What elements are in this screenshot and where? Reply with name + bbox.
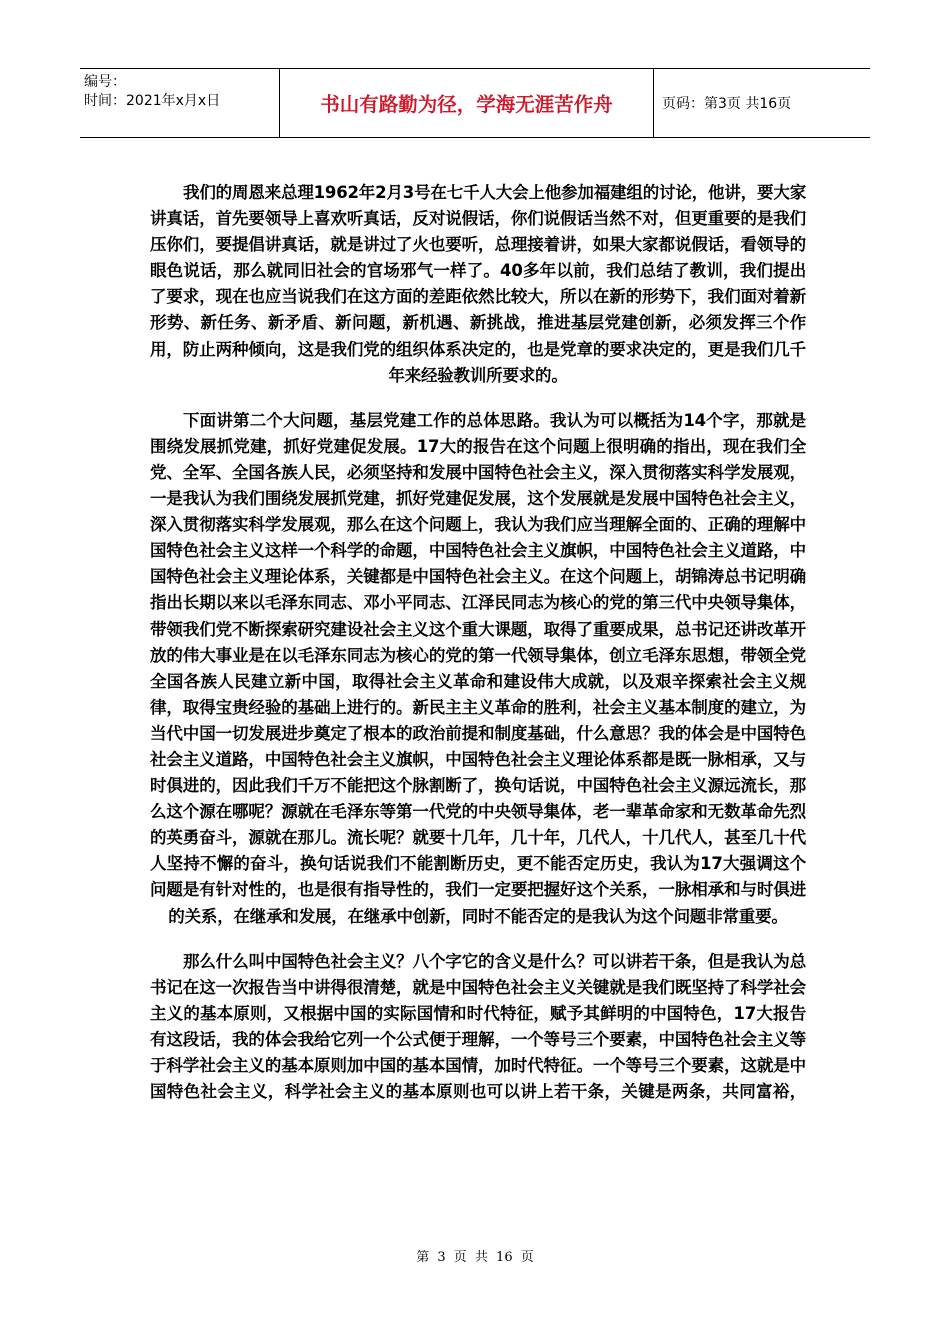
motto-text: 书山有路勤为径，学海无涯苦作舟 (320, 93, 613, 116)
page-info-cell (654, 69, 870, 137)
page-footer: 第 3 页 共 16 页 (416, 1250, 534, 1265)
time-label: 时间：2021年x月x日 (84, 93, 221, 109)
document-body (150, 180, 806, 1105)
page-info-text: 页码：第3页 共16页 (662, 96, 792, 112)
number-label: 编号： (84, 74, 126, 90)
header-table (80, 68, 870, 138)
header-meta-cell (80, 69, 280, 137)
paragraph-2: 下面讲第二个大问题，基层党建工作的总体思路。我认为可以概括为14个字，那就是围绕发展抓党建，抓好党建促发展。17大的报告在这个问题上很明确的指出，现在我们全党、全军、全国各族人民，必须坚持和发展中国特色社会主义，深入贯彻落实科学发展观，一是我认为我们围绕发展抓党建，抓好党建促发展，这个发展就是发展中国特色社会主义，深入贯彻落实科学发展观，那么在这个问题上，我认为我们应当理解全面的、正确的理解中国特色社会主义这样一个科学的命题，中国特色社会主义旗帜，中国特色社会主义道路，中国特色社会主义理论体系，关键都是中国特色社会主义。在这个问题上，胡锦涛总书记明确指出长期以来以毛泽东同志、邓小平同志、江泽民同志为核心的党的第三代中央领导集体，带领我们党不断探索研究建设社会主义这个重大课题，取得了重要成果，总书记还讲改革开放的伟大事业是在以毛泽东同志为核心的党的第一代领导集体，创立毛泽东思想，带领全党全国各族人民建立新中国，取得社会主义革命和建设伟大成就，以及艰辛探索社会主义规律，取得宝贵经验的基础上进行的。新民主主义革命的胜利，社会主义基本制度的建立，为当代中国一切发展进步奠定了根本的政治前提和制度基础，什么意思？我的体会是中国特色社会主义道路，中国特色社会主义旗帜，中国特色社会主义理论体系都是既一脉相承，又与时俱进的，因此我们千万不能把这个脉割断了，换句话说，中国特色社会主义源远流长，那么这个源在哪呢？源就在毛泽东等第一代党的中央领导集体，老一辈革命家和无数革命先烈的英勇奋斗，源就在那儿。流长呢？就要十几年，几十年，几代人，十几代人，甚至几十代人坚持不懈的奋斗，换句话说我们不能割断历史，更不能否定历史，我认为17大强调这个问题是有针对性的，也是很有指导性的，我们一定要把握好这个关系，一脉相承和与时俱进的关系，在继承和发展，在继承中创新，同时不能否定的是我认为这个问题非常重要。 (150, 410, 806, 926)
paragraph-3: 那么什么叫中国特色社会主义？八个字它的含义是什么？可以讲若干条，但是我认为总书记在这一次报告当中讲得很清楚，就是中国特色社会主义关键就是我们既坚持了科学社会主义的基本原则，又根据中国的实际国情和时代特征，赋予其鲜明的中国特色，17大报告有这段话，我的体会我给它列一个公式便于理解，一个等号三个要素，中国特色社会主义等于科学社会主义的基本原则加中国的基本国情，加时代特征。一个等号三个要素，这就是中国特色社会主义，科学社会主义的基本原则也可以讲上若干条，关键是两条，共同富裕， (150, 951, 806, 1102)
paragraph-1: 我们的周恩来总理1962年2月3号在七千人大会上他参加福建组的讨论，他讲，要大家讲真话，首先要领导上喜欢听真话，反对说假话，你们说假话当然不对，但更重要的是我们压你们，要提倡讲真话，就是讲过了火也要听，总理接着讲，如果大家都说假话，看领导的眼色说话，那么就同旧社会的官场邪气一样了。40多年以前，我们总结了教训，我们提出了要求，现在也应当说我们在这方面的差距依然比较大，所以在新的形势下，我们面对着新形势、新任务、新矛盾、新问题，新机遇、新挑战，推进基层党建创新，必须发挥三个作用，防止两种倾向，这是我们党的组织体系决定的，也是党章的要求决定的，更是我们几千年来经验教训所要求的。 (150, 183, 806, 385)
motto-cell (280, 69, 654, 137)
